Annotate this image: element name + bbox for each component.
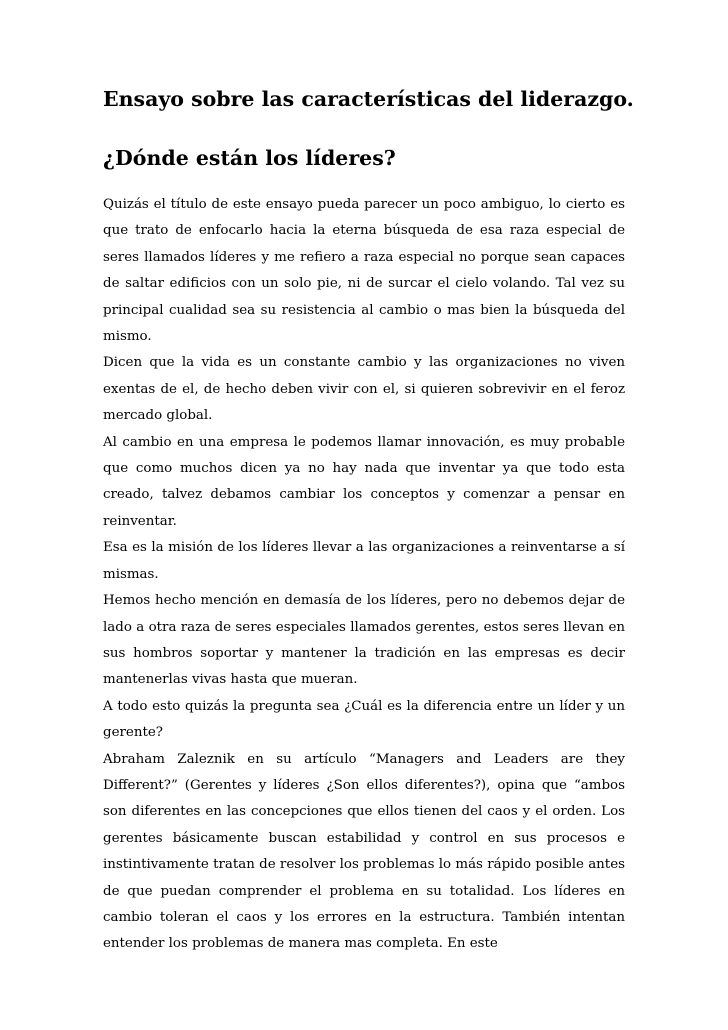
document-title: Ensayo sobre las características del liderazgo. xyxy=(103,87,634,111)
paragraph-innovation: Al cambio en una empresa le podemos llamar innovación, es muy probable que como muchos dicen ya no hay nada que inventar ya que todo esta creado, talvez debamos cambiar los conceptos y comenzar a pensar en reinventar. xyxy=(103,434,625,529)
document-content xyxy=(103,84,634,958)
paragraph-leader-mission: Esa es la misión de los líderes llevar a las organizaciones a reinventarse a sí mismas. xyxy=(103,540,625,582)
paragraph-change: Dicen que la vida es un constante cambio y las organizaciones no viven exentas de el, de hecho deben vivir con el, si quieren sobrevivir en el feroz mercado global. xyxy=(103,355,625,424)
paragraph-intro: Quizás el título de este ensayo pueda parecer un poco ambiguo, lo cierto es que trato de enfocarlo hacia la eterna búsqueda de esa raza especial de seres llamados líderes y me refiero a raza especial no porque sean capaces de saltar edificios con un solo pie, ni de surcar el cielo volando. Tal vez su principal cualidad sea su resistencia al cambio o mas bien la búsqueda del mismo. xyxy=(103,197,625,345)
paragraph-question: A todo esto quizás la pregunta sea ¿Cuál es la diferencia entre un líder y un gerente? xyxy=(103,698,625,741)
paragraph-managers: Hemos hecho mención en demasía de los líderes, pero no debemos dejar de lado a otra raza de seres especiales llamados gerentes, estos seres llevan en sus hombros soportar y mantener la tradición en las empresas es decir mantenerlas vivas hasta que mueran. xyxy=(103,593,625,688)
document-subtitle: ¿Dónde están los líderes? xyxy=(103,146,396,170)
document-body xyxy=(103,192,625,958)
paragraph-zaleznik: Abraham Zaleznik en su artículo “Managers and Leaders are they Different?” (Gerentes y líderes ¿Son ellos diferentes?), opina que “ambos son diferentes en las concepciones que ellos tienen del caos y el orden. Los gerentes básicamente buscan estabilidad y control en sus procesos e instintivamente tratan de resolver los problemas lo más rápido posible antes de que puedan comprender el problema en su totalidad. Los líderes en cambio toleran el caos y los errores en la estructura. También intentan entender los problemas de manera mas completa. En este xyxy=(103,751,625,952)
